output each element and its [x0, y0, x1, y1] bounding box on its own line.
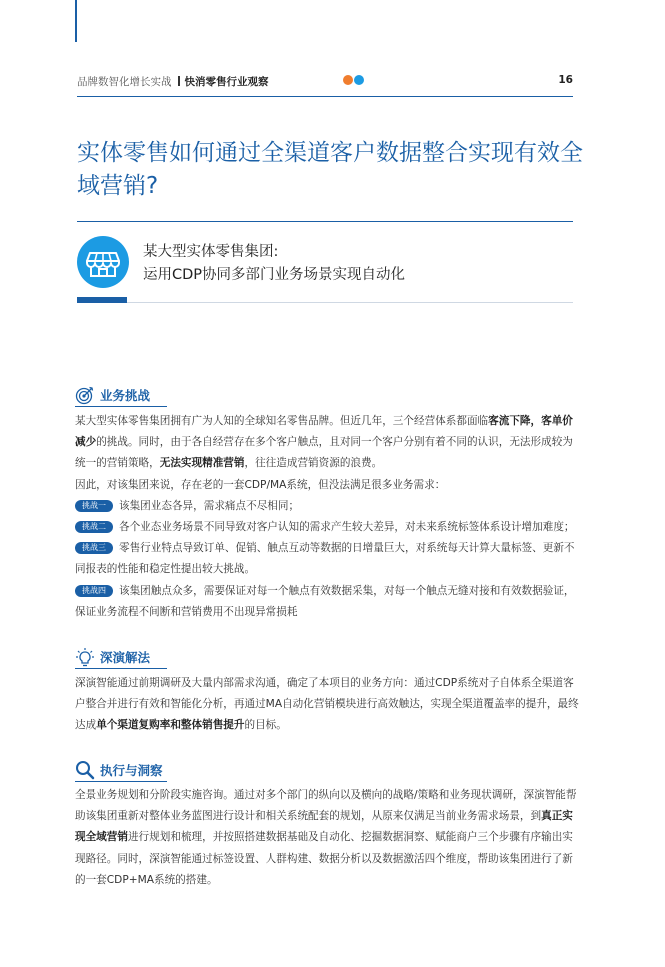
breadcrumb-sub: 快消零售行业观察: [184, 76, 269, 88]
text-run: 深演智能通过前期调研及大量内部需求沟通，确定了本项目的业务方向：通过CDP系统对子自体系全渠道客户整合并进行有效和智能化分析，再通过MA自动化营销模块进行高效触达，实现全渠道覆盖率的提升，最终达成: [75, 677, 579, 732]
highlight-text: 单个渠道复购率和整体销售提升: [96, 719, 245, 732]
text-run: ，往往造成营销资源的浪费。: [244, 457, 383, 470]
orange-dot-icon: [343, 75, 353, 85]
header-divider: [77, 96, 573, 97]
blue-dot-icon: [354, 75, 364, 85]
challenge-paragraph-1: [75, 411, 580, 475]
page-title: 实体零售如何通过全渠道客户数据整合实现有效全域营销?: [77, 140, 583, 199]
highlight-text: 客流下降，客单价减少: [75, 415, 573, 449]
text-run: 某大型实体零售集团拥有广为人知的全球知名零售品牌。但近几年，三个经营体系都面临: [75, 415, 489, 427]
highlight-text: 无法实现精准营销: [159, 457, 245, 470]
text-run: 的目标。: [244, 719, 287, 732]
section-heading-text: 业务挑战: [100, 388, 151, 403]
highlight-text: 真正实现全域营销: [75, 810, 573, 844]
challenge-item-text: 该集团触点众多，需要保证对每一个触点有效数据采集，对每一个触点无缝对接和有效数据验证，保证业务流程不间断和营销费用不出现异常损耗: [75, 585, 575, 619]
case-subtitle-line1: 某大型实体零售集团:: [143, 244, 279, 260]
challenge-item-text: 该集团业态各异，需求痛点不尽相同；: [119, 500, 300, 512]
page-number: 16: [558, 74, 573, 86]
breadcrumb-main: 品牌数智化增长实战: [77, 76, 172, 88]
challenge-item-4: [75, 581, 580, 623]
text-run: 的挑战。同时，由于各自经营存在多个客户触点，且对同一个客户分别有着不同的认识，无法形成较为统一的营销策略，: [75, 436, 573, 470]
challenge-tag: 挑战四: [75, 585, 113, 597]
breadcrumb-separator: [178, 76, 180, 86]
section-heading-text: 执行与洞察: [100, 763, 163, 778]
header-dots: [343, 75, 364, 87]
challenge-item-text: 各个业态业务场景不同导致对客户认知的需求产生较大差异，对未来系统标签体系设计增加难度；: [119, 521, 575, 533]
title-divider: [77, 221, 573, 222]
case-divider: [127, 302, 573, 303]
text-run: 进行规划和梳理，并按照搭建数据基础及自动化、挖掘数据洞察、赋能商户三个步骤有序输出实现路径。同时，深演智能通过标签设置、人群构建、数据分析以及数据激活四个维度，帮助该集团进行了新的一套CDP+MA系统的搭建。: [75, 831, 573, 886]
execution-paragraph: [75, 785, 580, 891]
text-run: 全景业务规划和分阶段实施咨询。通过对多个部门的纵向以及横向的战略/策略和业务现状调研，深演智能帮助该集团重新对整体业务蓝图进行设计和相关系统配套的规划，从原来仅满足当前业务需求场景，到: [75, 789, 577, 823]
section-heading-execution: [75, 760, 163, 780]
section-heading-challenge: [75, 385, 150, 405]
challenge-tag: 挑战一: [75, 500, 113, 512]
section-underline: [75, 668, 167, 669]
case-subtitle: [143, 241, 405, 287]
case-subtitle-line2: 运用CDP协同多部门业务场景实现自动化: [143, 267, 406, 283]
challenge-item-2: [75, 517, 580, 538]
storefront-icon: [77, 236, 129, 288]
section-underline: [75, 406, 167, 407]
section-heading-text: 深演解法: [100, 650, 151, 665]
challenge-item-text: 零售行业特点导致订单、促销、触点互动等数据的日增量巨大，对系统每天计算大量标签、更新不同报表的性能和稳定性提出较大挑战。: [75, 542, 575, 576]
challenge-tag: 挑战二: [75, 521, 113, 533]
challenge-tag: 挑战三: [75, 542, 113, 554]
running-header: [77, 74, 573, 90]
solution-paragraph: [75, 673, 580, 737]
target-icon: [75, 385, 95, 405]
case-accent-bar: [77, 297, 127, 303]
breadcrumb: [77, 74, 269, 89]
magnifier-icon: [75, 760, 95, 780]
challenge-paragraph-2: 因此，对该集团来说，存在老的一套CDP/MA系统，但没法满足很多业务需求：: [75, 479, 446, 491]
lightbulb-icon: [75, 647, 95, 667]
challenge-item-1: [75, 496, 580, 517]
section-underline: [75, 781, 167, 782]
challenge-item-3: [75, 538, 580, 580]
section-heading-solution: [75, 647, 150, 667]
top-accent-line: [75, 0, 77, 42]
